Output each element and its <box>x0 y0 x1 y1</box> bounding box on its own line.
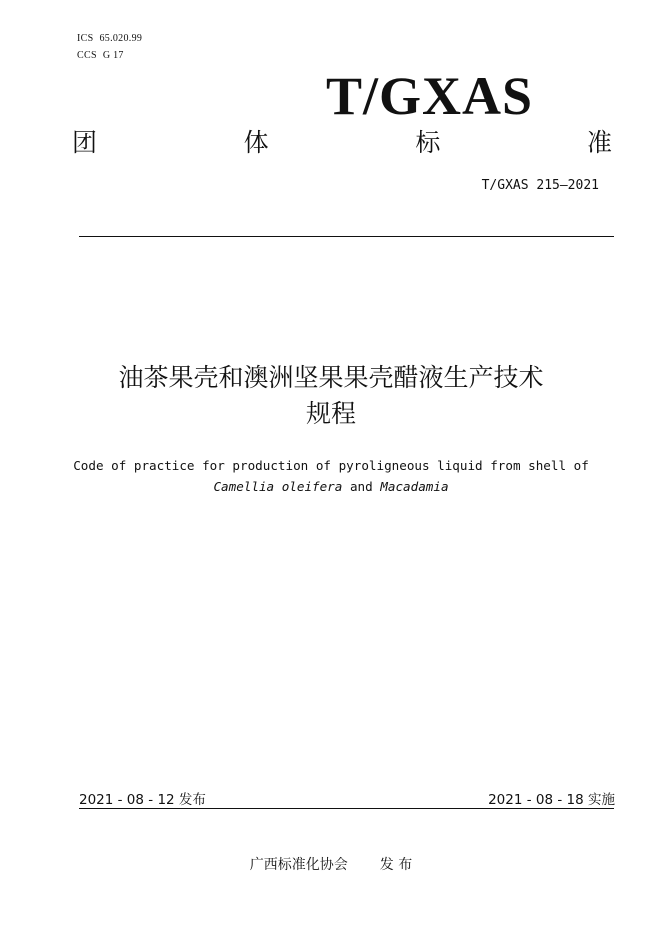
publisher-action: 发 布 <box>379 857 413 873</box>
top-divider <box>79 236 614 237</box>
standard-type-char: 体 <box>243 128 269 157</box>
standard-type-heading <box>72 126 612 160</box>
ics-code: 65.020.99 <box>99 33 143 44</box>
ics-label: ICS <box>77 33 94 44</box>
implement-date: 2021 - 08 - 18 实施 <box>488 792 615 808</box>
standard-type-char: 准 <box>586 128 612 157</box>
species-camellia: Camellia oleifera <box>213 479 343 494</box>
species-macadamia: Macadamia <box>380 479 449 494</box>
english-title-line-1: Code of practice for production of pyroligneous liquid from shell of <box>73 458 589 473</box>
standard-logo: T/GXAS <box>326 66 534 126</box>
english-title-line-2 <box>0 476 662 497</box>
english-conjunction: and <box>349 479 373 494</box>
standard-number: T/GXAS 215—2021 <box>481 178 599 193</box>
ccs-classification <box>77 50 124 61</box>
publisher-name: 广西标准化协会 <box>249 857 348 873</box>
title-line-2: 规程 <box>305 399 356 428</box>
ics-classification <box>77 33 142 44</box>
standard-type-char: 团 <box>72 128 98 157</box>
document-title <box>0 360 662 432</box>
ccs-code: G 17 <box>102 50 124 61</box>
bottom-divider <box>79 808 614 809</box>
standard-type-char: 标 <box>415 128 441 157</box>
publish-date: 2021 - 08 - 12 发布 <box>79 792 206 808</box>
english-title <box>0 455 662 497</box>
ccs-label: CCS <box>77 50 97 61</box>
publisher-line <box>0 854 662 874</box>
title-line-1: 油茶果壳和澳洲坚果果壳醋液生产技术 <box>118 363 544 392</box>
